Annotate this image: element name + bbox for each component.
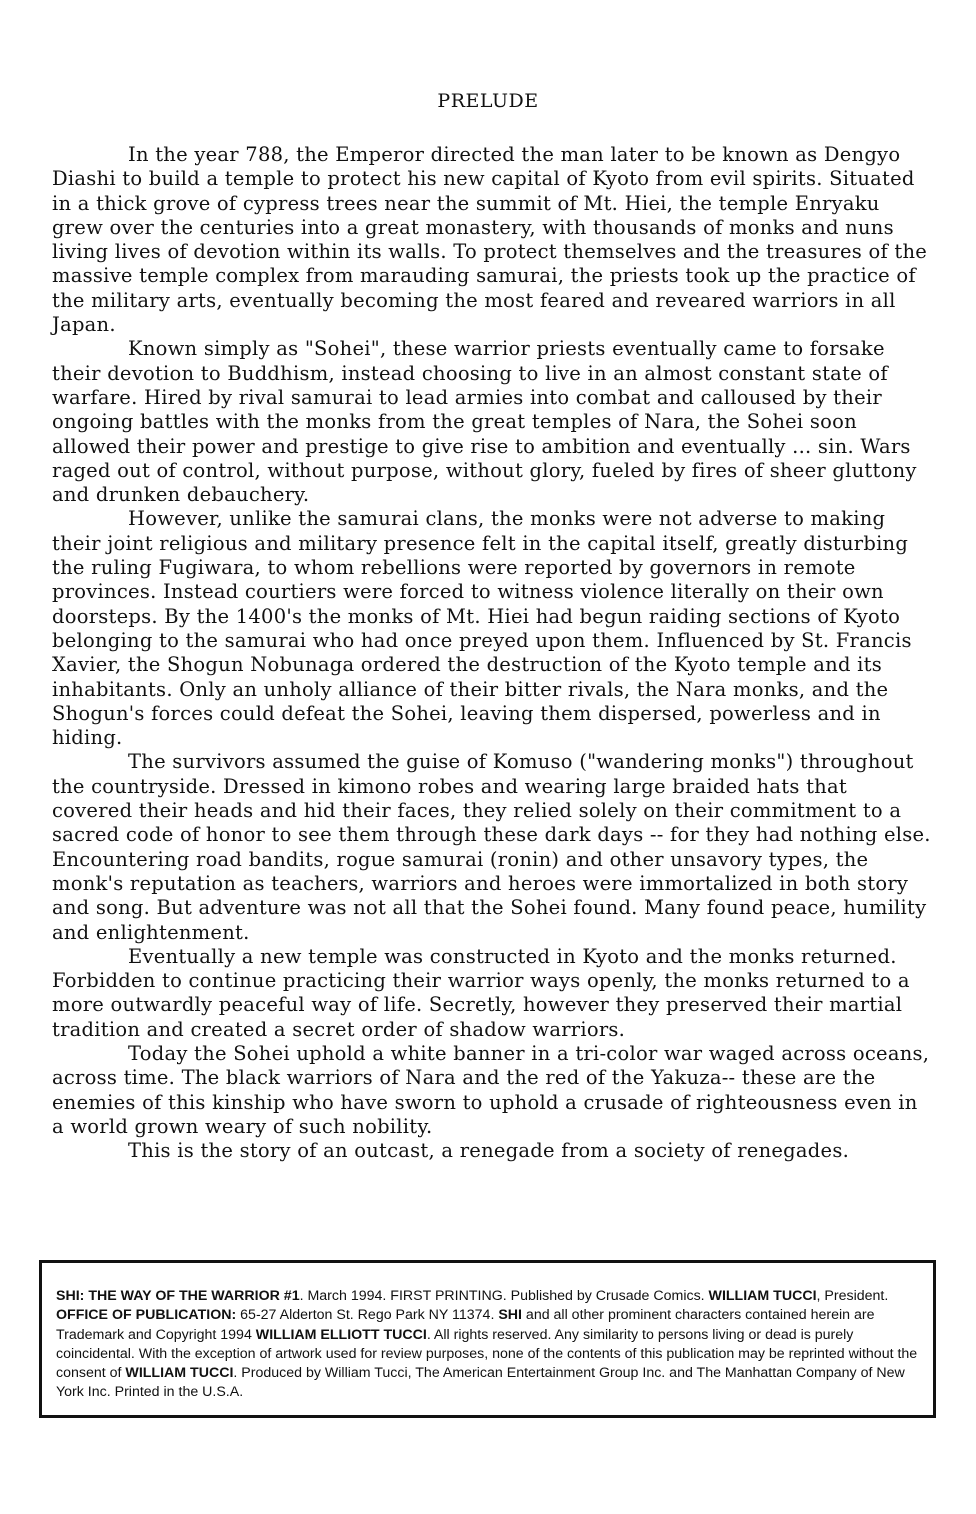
publication-info-box [39,1260,936,1418]
paragraph-6: Today the Sohei uphold a white banner in a tri-color war waged across oceans, across time. The black warriors of Nara and the red of the Yakuza-- these are the enemies of this kinship who have sworn to uphold a crusade of righteousness even in a world grown weary of such nobility. [52,1041,930,1138]
office-label: OFFICE OF PUBLICATION: [56,1307,237,1324]
credits-text-6: . Produced by William Tucci, The American Entertainment Group Inc. and The Manhattan Company of New York Inc. Printed in the U.S.A. [56,1365,905,1401]
paragraph-7: This is the story of an outcast, a renegade from a society of renegades. [128,1139,850,1163]
copyright-holder: WILLIAM ELLIOTT TUCCI [255,1326,427,1343]
consent-name: WILLIAM TUCCI [125,1365,234,1382]
prelude-body [52,143,932,1163]
paragraph-3: However, unlike the samurai clans, the monks were not adverse to making their joint religious and military presence felt in the capital itself, greatly disturbing the ruling Fugiwara, to whom rebellions were reported by governors in remote provinces. Instead courtiers were forced to witness violence literally on their own doorsteps. By the 1400's the monks of Mt. Hiei had begun raiding sections of Kyoto belonging to the samurai who had once preyed upon them. Influenced by St. Francis Xavier, the Shogun Nobunaga ordered the destruction of the Kyoto temple and its inhabitants. Only an unholy alliance of their bitter rivals, the Nara monks, and the Shogun's forces could defeat the Sohei, leaving them dispersed, powerless and in hiding. [52,507,912,750]
publication-title: SHI: THE WAY OF THE WARRIOR #1 [56,1288,300,1304]
credits-text-1: . March 1994. FIRST PRINTING. Published by Crusade Comics. [299,1288,709,1304]
paragraph-4: The survivors assumed the guise of Komuso ("wandering monks") throughout the countryside. Dressed in kimono robes and wearing large braided hats that covered their heads and hid their faces, they relied solely on their commitment to a sacred code of honor to see them through these dark days -- for they had nothing else. Encountering road bandits, rogue samurai (ronin) and other unsavory types, the monk's reputation as teachers, warriors and heroes were immortalized in both story and song. But adventure was not all that the Sohei found. Many found peace, humility and enlightenment. [52,750,931,944]
publisher-name: WILLIAM TUCCI [708,1288,817,1304]
page-title: PRELUDE [437,90,539,112]
credits-text-2: , President. [816,1288,889,1304]
paragraph-2: Known simply as "Sohei", these warrior priests eventually came to forsake their devotion to Buddhism, instead choosing to live in an almost constant state of warfare. Hired by rival samurai to lead armies into combat and calloused by their ongoing battles with the monks from the great temples of Nara, the Sohei soon allowed their power and prestige to give rise to ambition and eventually ... sin. Wars raged out of control, without purpose, without glory, fueled by fires of sheer gluttony and drunken debauchery. [52,337,917,507]
publication-credits [56,1287,918,1403]
paragraph-1: In the year 788, the Emperor directed the man later to be known as Dengyo Diashi to build a temple to protect his new capital of Kyoto from evil spirits. Situated in a thick grove of cypress trees near the summit of Mt. Hiei, the temple Enryaku grew over the centuries into a great monastery, with thousands of monks and nuns living lives of devotion within its walls. To protect themselves and the treasures of the massive temple complex from marauding samurai, the priests took up the practice of the military arts, eventually becoming the most feared and reveared warriors in all Japan. [52,143,928,337]
paragraph-5: Eventually a new temple was constructed in Kyoto and the monks returned. Forbidden to continue practicing their warrior ways openly, the monks returned to a more outwardly peaceful way of life. Secretly, however they preserved their martial tradition and created a secret order of shadow warriors. [52,944,910,1041]
credits-text-3: 65-27 Alderton St. Rego Park NY 11374. [236,1307,499,1324]
credits-text-4: and all other prominent characters contained herein are Trademark and Copyright 1994 [56,1307,875,1343]
credits-text-5: . All rights reserved. Any similarity to persons living or dead is purely coincidental. With the exception of artwork used for review purposes, none of the contents of this publication may be reprinted without the consent of [56,1326,918,1382]
trademark-name: SHI [498,1307,522,1324]
